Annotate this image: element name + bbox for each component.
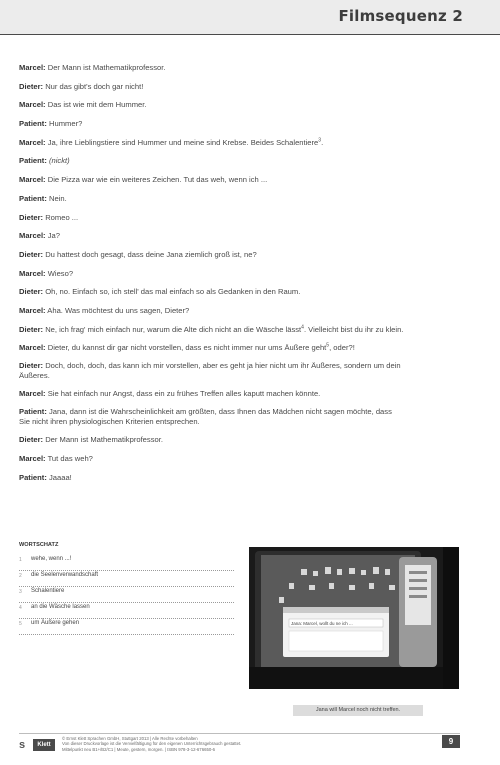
line-text: Jaaaa! xyxy=(48,472,72,482)
dialogue-line xyxy=(19,407,404,427)
vocabulary-number: 1 xyxy=(19,557,22,563)
speaker-name: Patient: xyxy=(19,407,47,417)
copyright-line: © Ernst Klett Sprachen GmbH, Stuttgart 2013 | Alle Rechte vorbehalten xyxy=(62,736,198,741)
line-text: Dieter, du kannst dir gar nicht vorstellen, dass es nicht immer nur ums Äußere geht xyxy=(47,342,327,352)
speaker-name: Marcel: xyxy=(19,231,46,241)
speaker-name: Dieter: xyxy=(19,435,44,445)
footnote-marker: 5 xyxy=(326,342,330,349)
speaker-name: Dieter: xyxy=(19,249,44,259)
speaker-name: Dieter: xyxy=(19,360,44,370)
line-text: Die Pizza war wie ein weiteres Zeichen. Tut das weh, wenn ich ... xyxy=(47,175,268,185)
footer-divider xyxy=(19,733,460,734)
vocabulary-number: 4 xyxy=(19,605,22,611)
line-text: Hummer? xyxy=(48,119,83,129)
vocabulary-number: 3 xyxy=(19,589,22,595)
line-text: Der Mann ist Mathematikprofessor. xyxy=(47,63,166,72)
line-text: Jana, dann ist die Wahrscheinlichkeit am größten, dass Ihnen das Mädchen nicht sagen möchte, dass Sie nicht ihren physiologischen Kriterien entsprechen. xyxy=(19,407,392,427)
speaker-name: Patient: xyxy=(19,472,47,482)
dialogue-line xyxy=(19,473,404,483)
line-text: Romeo ... xyxy=(45,212,79,222)
dialogue-line xyxy=(19,231,404,241)
logo-mark-icon: s xyxy=(19,739,26,751)
line-text: Doch, doch, doch, das kann ich mir vorstellen, aber es geht ja hier nicht um ihr Äußeres, sondern um dein Äußeres. xyxy=(19,360,401,380)
dialogue-line xyxy=(19,389,404,399)
speaker-name: Patient: xyxy=(19,156,47,166)
dialogue-line xyxy=(19,343,404,353)
vocabulary-number: 2 xyxy=(19,573,22,579)
screen-chat-text: Jana: Marcel, wollt du ne ich ... xyxy=(291,621,353,626)
film-still-photo xyxy=(249,547,459,689)
logo-text: Klett xyxy=(33,739,55,751)
line-text: Ja, ihre Lieblingstiere sind Hummer und meine sind Krebse. Beides Schalentiere xyxy=(47,137,319,147)
vocabulary-box xyxy=(19,542,234,635)
line-text-end: . Vielleicht bist du ihr zu klein. xyxy=(303,324,404,334)
line-text: Oh, no. Einfach so, ich stell' das mal einfach so als Gedanken in den Raum. xyxy=(45,287,301,297)
vocabulary-number: 5 xyxy=(19,621,22,627)
line-text-end: . xyxy=(321,137,324,147)
vocabulary-term: wehe, wenn ...! xyxy=(31,556,72,562)
vocabulary-item xyxy=(19,571,234,587)
line-text: (nickt) xyxy=(48,156,70,166)
speaker-name: Marcel: xyxy=(19,175,46,185)
line-text: Tut das weh? xyxy=(47,454,93,463)
line-text: Aha. Was möchtest du uns sagen, Dieter? xyxy=(47,305,190,315)
dialogue-line xyxy=(19,269,404,279)
line-text: Das ist wie mit dem Hummer. xyxy=(47,100,147,110)
photo-caption: Jana will Marcel noch nicht treffen. xyxy=(293,705,423,716)
vocabulary-term: die Seelenverwandschaft xyxy=(31,572,99,578)
line-text: Ja? xyxy=(47,231,60,241)
speaker-name: Marcel: xyxy=(19,137,46,147)
dialogue-line xyxy=(19,194,404,204)
dialogue-line xyxy=(19,175,404,185)
footnote-marker: 4 xyxy=(301,324,304,331)
speaker-name: Marcel: xyxy=(19,63,46,72)
footnote-marker: 3 xyxy=(318,137,322,144)
line-text: Ne, ich frag' mich einfach nur, warum die Alte dich nicht an die Wäsche lässt xyxy=(45,324,302,334)
dialogue-line xyxy=(19,454,404,464)
publisher-logo xyxy=(19,738,57,752)
speaker-name: Dieter: xyxy=(19,81,44,91)
dialogue-line xyxy=(19,435,404,445)
dialogue-line xyxy=(19,138,404,148)
vocabulary-item xyxy=(19,587,234,603)
vocabulary-term: um Äußere gehen xyxy=(31,620,80,626)
line-text: Sie hat einfach nur Angst, dass ein zu frühes Treffen alles kaputt machen könnte. xyxy=(47,388,321,398)
copyright-notice xyxy=(62,736,392,752)
speaker-name: Marcel: xyxy=(19,305,46,315)
dialogue-line xyxy=(19,361,404,381)
line-text: Wieso? xyxy=(47,268,74,278)
line-text-end: , oder?! xyxy=(329,342,355,352)
speaker-name: Marcel: xyxy=(19,100,46,110)
speaker-name: Dieter: xyxy=(19,212,44,222)
copyright-line: Von dieser Druckvorlage ist die Vervielfältigung für den eigenen Unterrichtsgebrauch gestattet. xyxy=(62,741,242,747)
vocabulary-term: Schalentiere xyxy=(31,588,65,594)
dialogue-line xyxy=(19,119,404,129)
dialogue-line xyxy=(19,100,404,110)
line-text: Der Mann ist Mathematikprofessor. xyxy=(45,435,163,445)
line-text: Nur das gibt's doch gar nicht! xyxy=(45,81,144,91)
dialogue-line xyxy=(19,63,404,73)
line-text: Nein. xyxy=(48,193,67,203)
speaker-name: Dieter: xyxy=(19,324,44,334)
dialogue-transcript xyxy=(19,63,404,491)
speaker-name: Dieter: xyxy=(19,287,44,297)
speaker-name: Marcel: xyxy=(19,388,46,398)
page-number: 9 xyxy=(442,735,460,748)
line-text: Du hattest doch gesagt, dass deine Jana ziemlich groß ist, ne? xyxy=(45,249,257,259)
dialogue-line xyxy=(19,156,404,166)
dialogue-line xyxy=(19,213,404,223)
dialogue-line xyxy=(19,82,404,92)
vocabulary-item xyxy=(19,555,234,571)
dialogue-line xyxy=(19,325,404,335)
vocabulary-title: WORTSCHATZ xyxy=(19,542,59,548)
speaker-name: Marcel: xyxy=(19,454,46,463)
copyright-line: Mittelpunkt neu B1+/B2/C1 | Meute, gestern, morgen. | ISBN 978-3-12-676650-6 xyxy=(62,746,216,752)
dialogue-line xyxy=(19,287,404,297)
vocabulary-item xyxy=(19,619,234,635)
speaker-name: Patient: xyxy=(19,193,47,203)
page-title: Filmsequenz 2 xyxy=(338,7,463,25)
speaker-name: Marcel: xyxy=(19,268,46,278)
speaker-name: Marcel: xyxy=(19,342,46,352)
page-header xyxy=(0,0,500,35)
dialogue-line xyxy=(19,250,404,260)
vocabulary-term: an die Wäsche lassen xyxy=(31,604,90,610)
speaker-name: Patient: xyxy=(19,119,47,129)
vocabulary-item xyxy=(19,603,234,619)
dialogue-line xyxy=(19,306,404,316)
